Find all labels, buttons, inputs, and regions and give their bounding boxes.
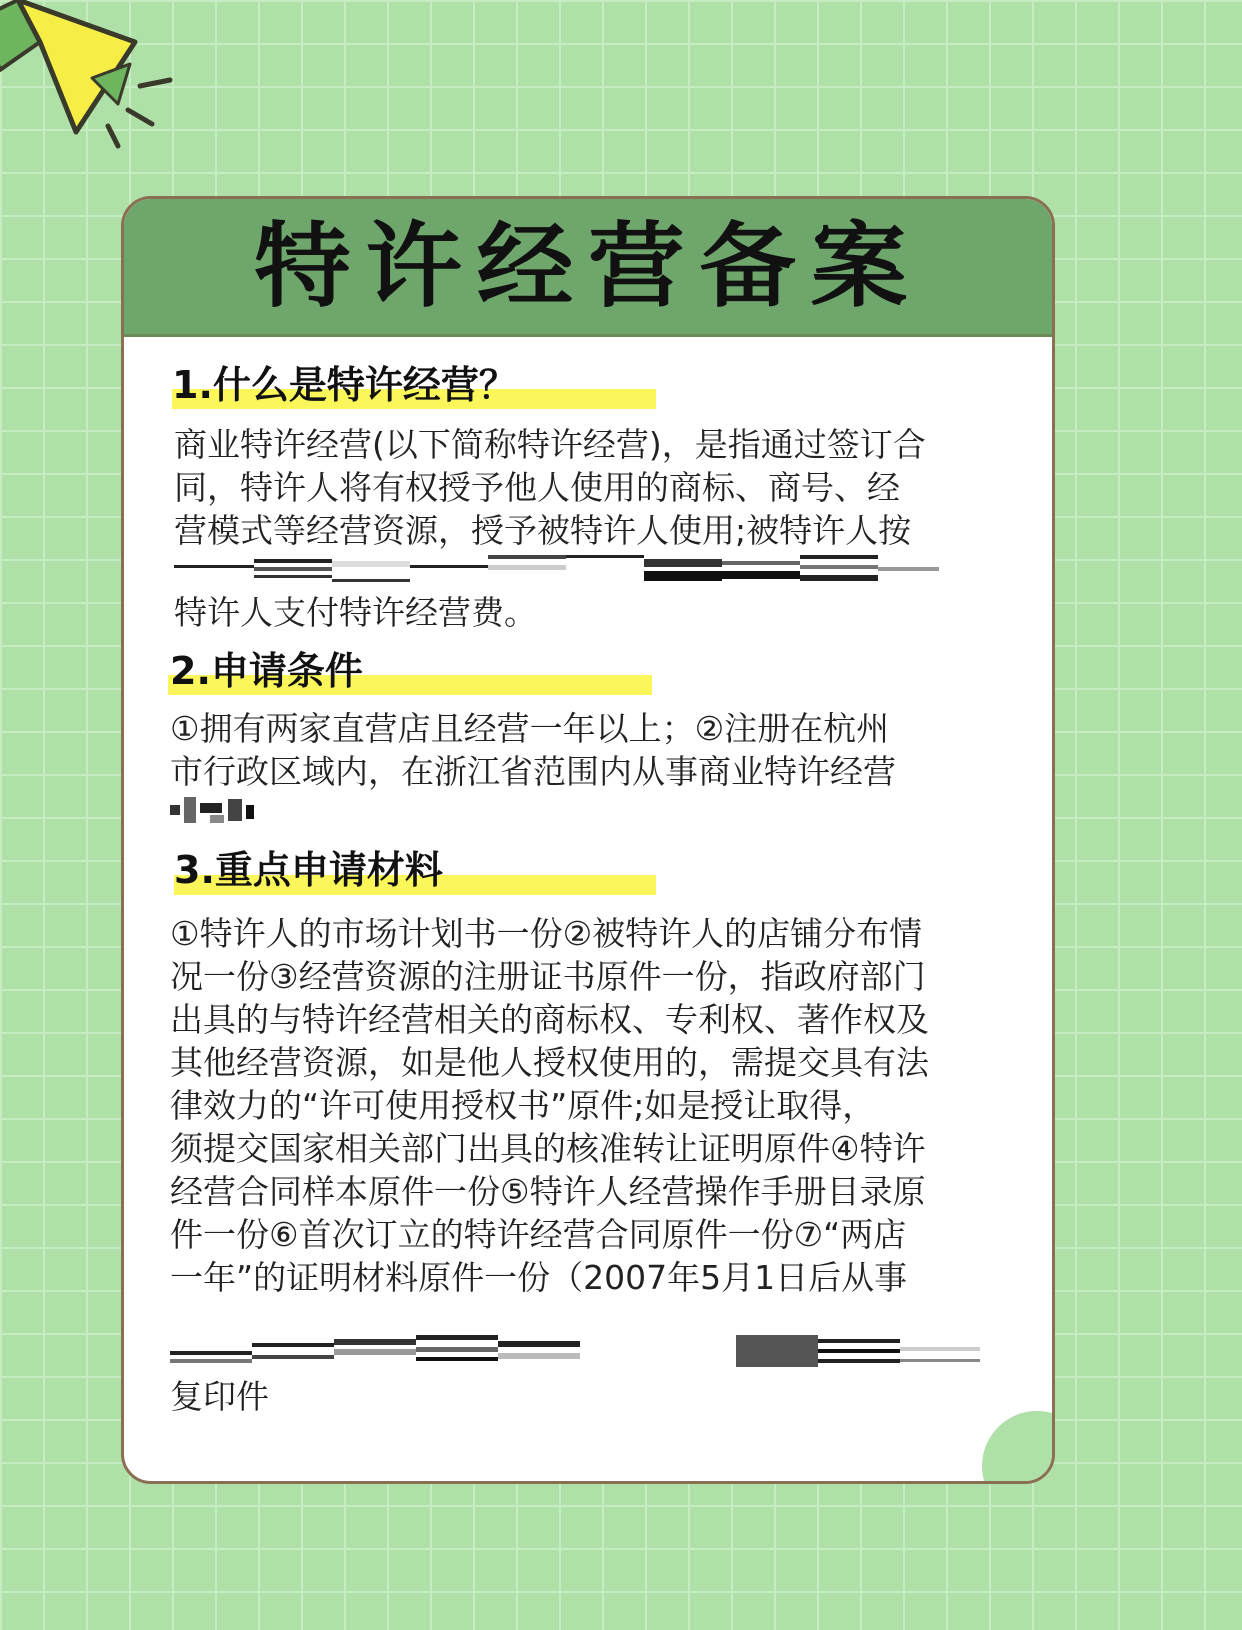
text-line: 其他经营资源，如是他人授权使用的，需提交具有法 bbox=[170, 1043, 929, 1082]
text-line: 商业特许经营(以下简称特许经营)，是指通过签订合 bbox=[174, 425, 926, 464]
section-3-tail bbox=[170, 1375, 269, 1418]
content-card bbox=[121, 196, 1055, 1484]
text-line: 况一份③经营资源的注册证书原件一份，指政府部门 bbox=[170, 957, 926, 996]
text-line: 同，特许人将有权授予他人使用的商标、商号、经 bbox=[174, 468, 900, 507]
text-line: 市行政区域内，在浙江省范围内从事商业特许经营 bbox=[170, 752, 896, 791]
section-2-body bbox=[170, 707, 896, 793]
pixelated-redaction bbox=[170, 795, 260, 827]
section-heading-2: 2.申请条件 bbox=[170, 649, 363, 693]
text-line: ①拥有两家直营店且经营一年以上；②注册在杭州 bbox=[170, 709, 890, 748]
section-3-body bbox=[170, 912, 929, 1299]
page-title: 特许经营备案 bbox=[254, 212, 922, 320]
section-1-body bbox=[174, 423, 926, 552]
text-line: 件一份⑥首次订立的特许经营合同原件一份⑦“两店 bbox=[170, 1215, 907, 1254]
text-line: 复印件 bbox=[170, 1377, 269, 1416]
text-line: 一年”的证明材料原件一份（2007年5月1日后从事 bbox=[170, 1258, 908, 1297]
text-line: 营模式等经营资源，授予被特许人使用;被特许人按 bbox=[174, 511, 912, 550]
text-line: ①特许人的市场计划书一份②被特许人的店铺分布情 bbox=[170, 914, 923, 953]
megaphone-icon bbox=[0, 0, 190, 160]
section-1-tail bbox=[174, 591, 537, 634]
card-header bbox=[124, 199, 1052, 337]
section-heading-1: 1.什么是特许经营？ bbox=[172, 363, 517, 407]
text-line: 特许人支付特许经营费。 bbox=[174, 593, 537, 632]
card-corner bbox=[982, 1411, 1055, 1484]
pixelated-redaction bbox=[174, 555, 939, 585]
text-line: 出具的与特许经营相关的商标权、专利权、著作权及 bbox=[170, 1000, 929, 1039]
text-line: 须提交国家相关部门出具的核准转让证明原件④特许 bbox=[170, 1129, 926, 1168]
section-heading-3: 3.重点申请材料 bbox=[174, 848, 443, 892]
text-line: 律效力的“许可使用授权书”原件;如是授让取得， bbox=[170, 1086, 876, 1125]
pixelated-redaction bbox=[170, 1335, 980, 1371]
text-line: 经营合同样本原件一份⑤特许人经营操作手册目录原 bbox=[170, 1172, 926, 1211]
